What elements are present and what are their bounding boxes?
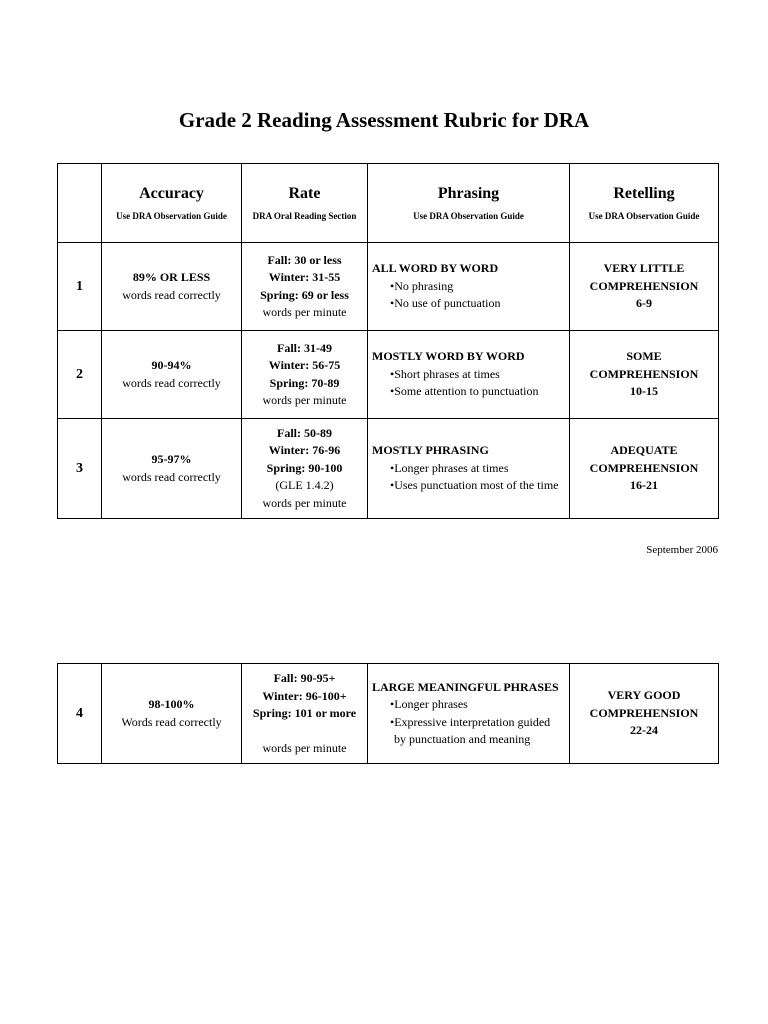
rate-spacer (246, 723, 363, 740)
rate-fall: Fall: 30 or less (267, 252, 342, 267)
phrasing-heading: MOSTLY WORD BY WORD (372, 349, 525, 364)
rubric-row-4 (58, 664, 719, 764)
rate-cell (242, 419, 368, 519)
phrasing-bullet: •Uses punctuation most of the time (390, 478, 559, 493)
retelling-line-1: SOME (626, 349, 662, 364)
header-rate-title: Rate (288, 185, 321, 202)
header-accuracy (102, 164, 242, 243)
accuracy-cell (102, 419, 242, 519)
accuracy-value: 90-94% (151, 358, 192, 372)
retelling-cell (570, 419, 719, 519)
rate-spring: Spring: 101 or more (252, 706, 357, 720)
header-phrasing-title: Phrasing (437, 185, 500, 202)
rate-note: words per minute (262, 740, 347, 755)
rubric-row-1 (58, 243, 719, 331)
rate-winter: Winter: 76-96 (268, 443, 341, 458)
rate-winter: Winter: 96-100+ (262, 688, 347, 703)
retelling-line-1: ADEQUATE (610, 443, 678, 458)
level-cell: 2 (58, 331, 102, 419)
level-cell: 4 (58, 664, 102, 764)
accuracy-note: words read correctly (122, 375, 221, 390)
phrasing-cell (368, 243, 570, 331)
rate-spring: Spring: 70-89 (269, 375, 340, 390)
phrasing-bullet: •No phrasing (390, 278, 454, 293)
rate-fall: Fall: 31-49 (277, 340, 332, 355)
rate-spring: Spring: 69 or less (260, 287, 349, 302)
retelling-line-2: COMPREHENSION (589, 705, 699, 720)
rate-winter: Winter: 31-55 (268, 270, 341, 284)
accuracy-cell (102, 664, 242, 764)
retelling-score: 10-15 (630, 384, 658, 399)
accuracy-note: words read correctly (122, 469, 221, 484)
retelling-line-2: COMPREHENSION (589, 460, 699, 475)
header-level-cell (58, 164, 102, 243)
phrasing-bullet-continuation: by punctuation and meaning (394, 732, 531, 746)
rate-note: words per minute (262, 495, 347, 510)
header-phrasing (368, 164, 570, 243)
phrasing-bullet: •Some attention to punctuation (390, 384, 539, 399)
retelling-cell (570, 664, 719, 764)
phrasing-heading: MOSTLY PHRASING (372, 443, 489, 458)
accuracy-cell (102, 331, 242, 419)
accuracy-value: 89% OR LESS (132, 270, 211, 284)
rate-fall: Fall: 50-89 (277, 425, 332, 440)
rate-note: words per minute (262, 393, 347, 407)
phrasing-bullet: •Longer phrases (390, 697, 468, 711)
header-phrasing-sub: Use DRA Observation Guide (413, 211, 524, 221)
phrasing-bullet: •Short phrases at times (390, 366, 500, 381)
rate-spring: Spring: 90-100 (266, 460, 343, 475)
rubric-row-3 (58, 419, 719, 519)
header-retelling-title: Retelling (613, 185, 675, 202)
header-rate (242, 164, 368, 243)
rate-cell (242, 331, 368, 419)
header-accuracy-sub: Use DRA Observation Guide (116, 211, 227, 221)
header-accuracy-title: Accuracy (139, 185, 204, 202)
retelling-cell (570, 243, 719, 331)
accuracy-value: 95-97% (151, 452, 192, 466)
phrasing-bullet: •Longer phrases at times (390, 460, 509, 475)
retelling-score: 16-21 (630, 478, 658, 493)
rate-cell (242, 243, 368, 331)
retelling-line-1: VERY LITTLE (603, 261, 685, 276)
phrasing-bullet: •No use of punctuation (390, 296, 501, 311)
accuracy-note: words read correctly (122, 287, 221, 302)
rubric-row-2 (58, 331, 719, 419)
level-cell: 1 (58, 243, 102, 331)
retelling-score: 6-9 (636, 296, 652, 311)
accuracy-note: Words read correctly (121, 714, 222, 729)
rate-cell (242, 664, 368, 764)
retelling-line-2: COMPREHENSION (589, 366, 699, 381)
phrasing-heading: LARGE MEANINGFUL PHRASES (372, 679, 559, 694)
header-retelling (570, 164, 719, 243)
phrasing-cell (368, 419, 570, 519)
phrasing-bullet: •Expressive interpretation guided (390, 714, 551, 729)
rate-note: words per minute (262, 305, 347, 319)
retelling-cell (570, 331, 719, 419)
accuracy-value: 98-100% (148, 697, 195, 711)
header-row (58, 164, 719, 243)
retelling-line-2: COMPREHENSION (589, 278, 699, 293)
retelling-line-1: VERY GOOD (607, 688, 681, 703)
rate-gle: (GLE 1.4.2) (275, 478, 334, 493)
retelling-score: 22-24 (630, 723, 658, 738)
header-rate-sub: DRA Oral Reading Section (252, 211, 357, 221)
phrasing-cell (368, 331, 570, 419)
phrasing-heading: ALL WORD BY WORD (372, 261, 499, 276)
phrasing-cell (368, 664, 570, 764)
accuracy-cell (102, 243, 242, 331)
level-cell: 3 (58, 419, 102, 519)
rubric-table-continued (57, 663, 719, 764)
rubric-table (57, 163, 719, 519)
header-retelling-sub: Use DRA Observation Guide (588, 211, 700, 221)
document-date: September 2006 (646, 544, 718, 556)
page-title: Grade 2 Reading Assessment Rubric for DRA (178, 108, 590, 132)
rate-winter: Winter: 56-75 (268, 358, 341, 372)
rate-fall: Fall: 90-95+ (273, 671, 336, 685)
